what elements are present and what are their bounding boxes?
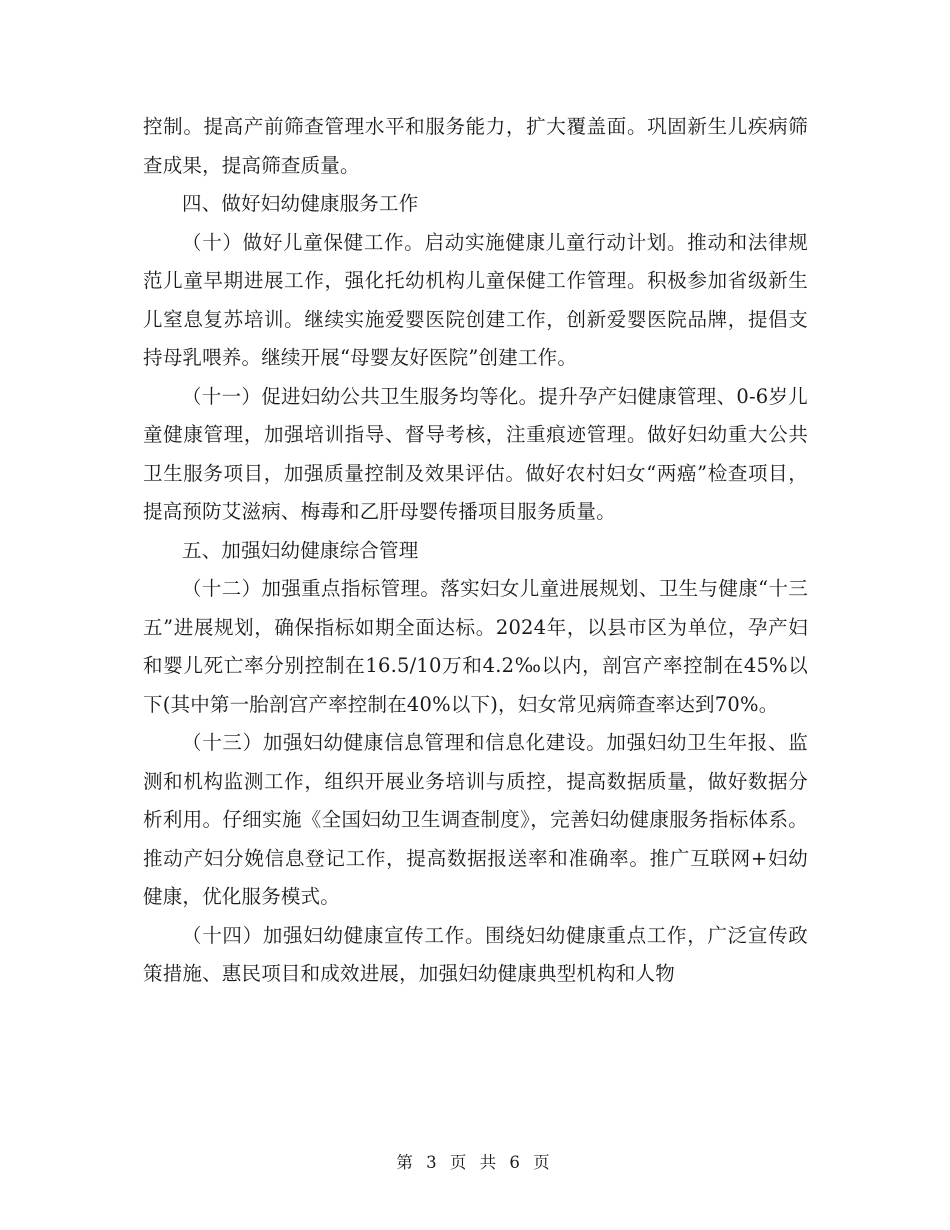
section-heading-5: 五、加强妇幼健康综合管理 — [182, 538, 419, 562]
paragraph-13: （十三）加强妇幼健康信息管理和信息化建设。加强妇幼卫生年报、监测和机构监测工作，组织开展业务培训与质控，提高数据质量，做好数据分析利用。仔细实施《全国妇幼卫生调查制度》，完善妇幼健康服务指标体系。推动产妇分娩信息登记工作，提高数据报送率和准确率。推广互联网+妇幼健康，优化服务模式。 — [143, 731, 808, 908]
page-number-footer: 第 3 页 共 6 页 — [396, 1153, 554, 1172]
paragraph-14: （十四）加强妇幼健康宣传工作。围绕妇幼健康重点工作，广泛宣传政策措施、惠民项目和成效进展，加强妇幼健康典型机构和人物 — [143, 923, 808, 985]
paragraph-12: （十二）加强重点指标管理。落实妇女儿童进展规划、卫生与健康“十三五”进展规划，确保指标如期全面达标。2024年，以县市区为单位，孕产妇和婴儿死亡率分别控制在16.5/10万和4.2‰以内，剖宫产率控制在45%以下(其中第一胎剖宫产率控制在40%以下)，妇女常见病筛查率达到70%。 — [143, 577, 808, 716]
document-body — [143, 108, 808, 994]
paragraph-10: （十）做好儿童保健工作。启动实施健康儿童行动计划。推动和法律规范儿童早期进展工作，强化托幼机构儿童保健工作管理。积极参加省级新生儿窒息复苏培训。继续实施爱婴医院创建工作，创新爱婴医院品牌，提倡支持母乳喂养。继续开展“母婴友好医院”创建工作。 — [143, 230, 808, 369]
paragraph-11: （十一）促进妇幼公共卫生服务均等化。提升孕产妇健康管理、0-6岁儿童健康管理，加强培训指导、督导考核，注重痕迹管理。做好妇幼重大公共卫生服务项目，加强质量控制及效果评估。做好农村妇女“两癌”检查项目，提高预防艾滋病、梅毒和乙肝母婴传播项目服务质量。 — [143, 384, 808, 523]
paragraph-continued: 控制。提高产前筛查管理水平和服务能力，扩大覆盖面。巩固新生儿疾病筛查成果，提高筛查质量。 — [143, 115, 808, 177]
section-heading-4: 四、做好妇幼健康服务工作 — [182, 192, 419, 215]
